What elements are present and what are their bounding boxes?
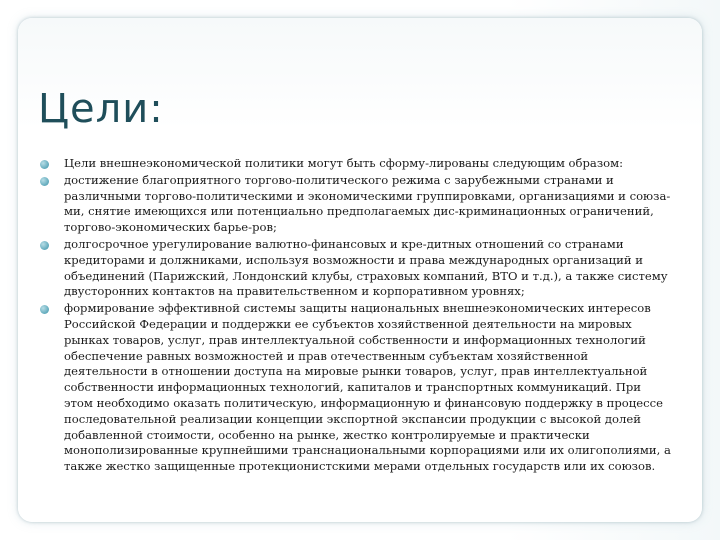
bullet-dot-icon <box>40 177 49 186</box>
bullet-item <box>40 237 672 300</box>
bullet-text: долгосрочное урегулирование валютно-финансовых и кре-дитных отношений со странами кредиторами и должниками, используя возможности и права международных организаций и объединений (Парижский, Лондонский клубы, страховых компаний, ВТО и т.д.), а также систему двусторонних контактов на правительственном и корпоративном уровнях; <box>64 236 668 299</box>
bullet-text: формирование эффективной системы защиты национальных внешнеэкономических интересов Российской Федерации и поддержки ее субъектов хозяйственной деятельности на мировых рынках товаров, услуг, прав интеллектуальной собственности и информационных технологий обеспечение равных возможностей и прав отечественным субъектам хозяйственной деятельности в отношении доступа на мировые рынки товаров, услуг, прав интеллектуальной собственности информационных технологий, капиталов и транспортных коммуникаций. При этом необходимо оказать политическую, информационную и финансовую поддержку в процессе последовательной реализации концепции экспортной экспансии продукции с высокой долей добавленной стоимости, особенно на рынке, жестко контролируемые и практически монополизированные крупнейшими транснациональными корпорациями или их олигополиями, а также жестко защищенные протекционистскими мерами отдельных государств или их союзов. <box>64 301 671 474</box>
bullet-list <box>40 156 672 476</box>
bullet-item <box>40 301 672 475</box>
bullet-text: Цели внешнеэкономической политики могут быть сформу-лированы следующим образом: <box>64 156 624 170</box>
bullet-dot-icon <box>40 241 49 250</box>
bullet-dot-icon <box>40 305 49 314</box>
bullet-item <box>40 156 672 172</box>
bullet-text: достижение благоприятного торгово-политического режима с зарубежными странами и различными торгово-политическими и экономическими группировками, организациями и союза-ми, снятие имеющихся или потенциально предполагаемых дис-криминационных ограничений, торгово-экономических барье-ров; <box>64 172 671 235</box>
bullet-item <box>40 173 672 236</box>
bullet-dot-icon <box>40 160 49 169</box>
slide-title: Цели: <box>38 86 164 132</box>
